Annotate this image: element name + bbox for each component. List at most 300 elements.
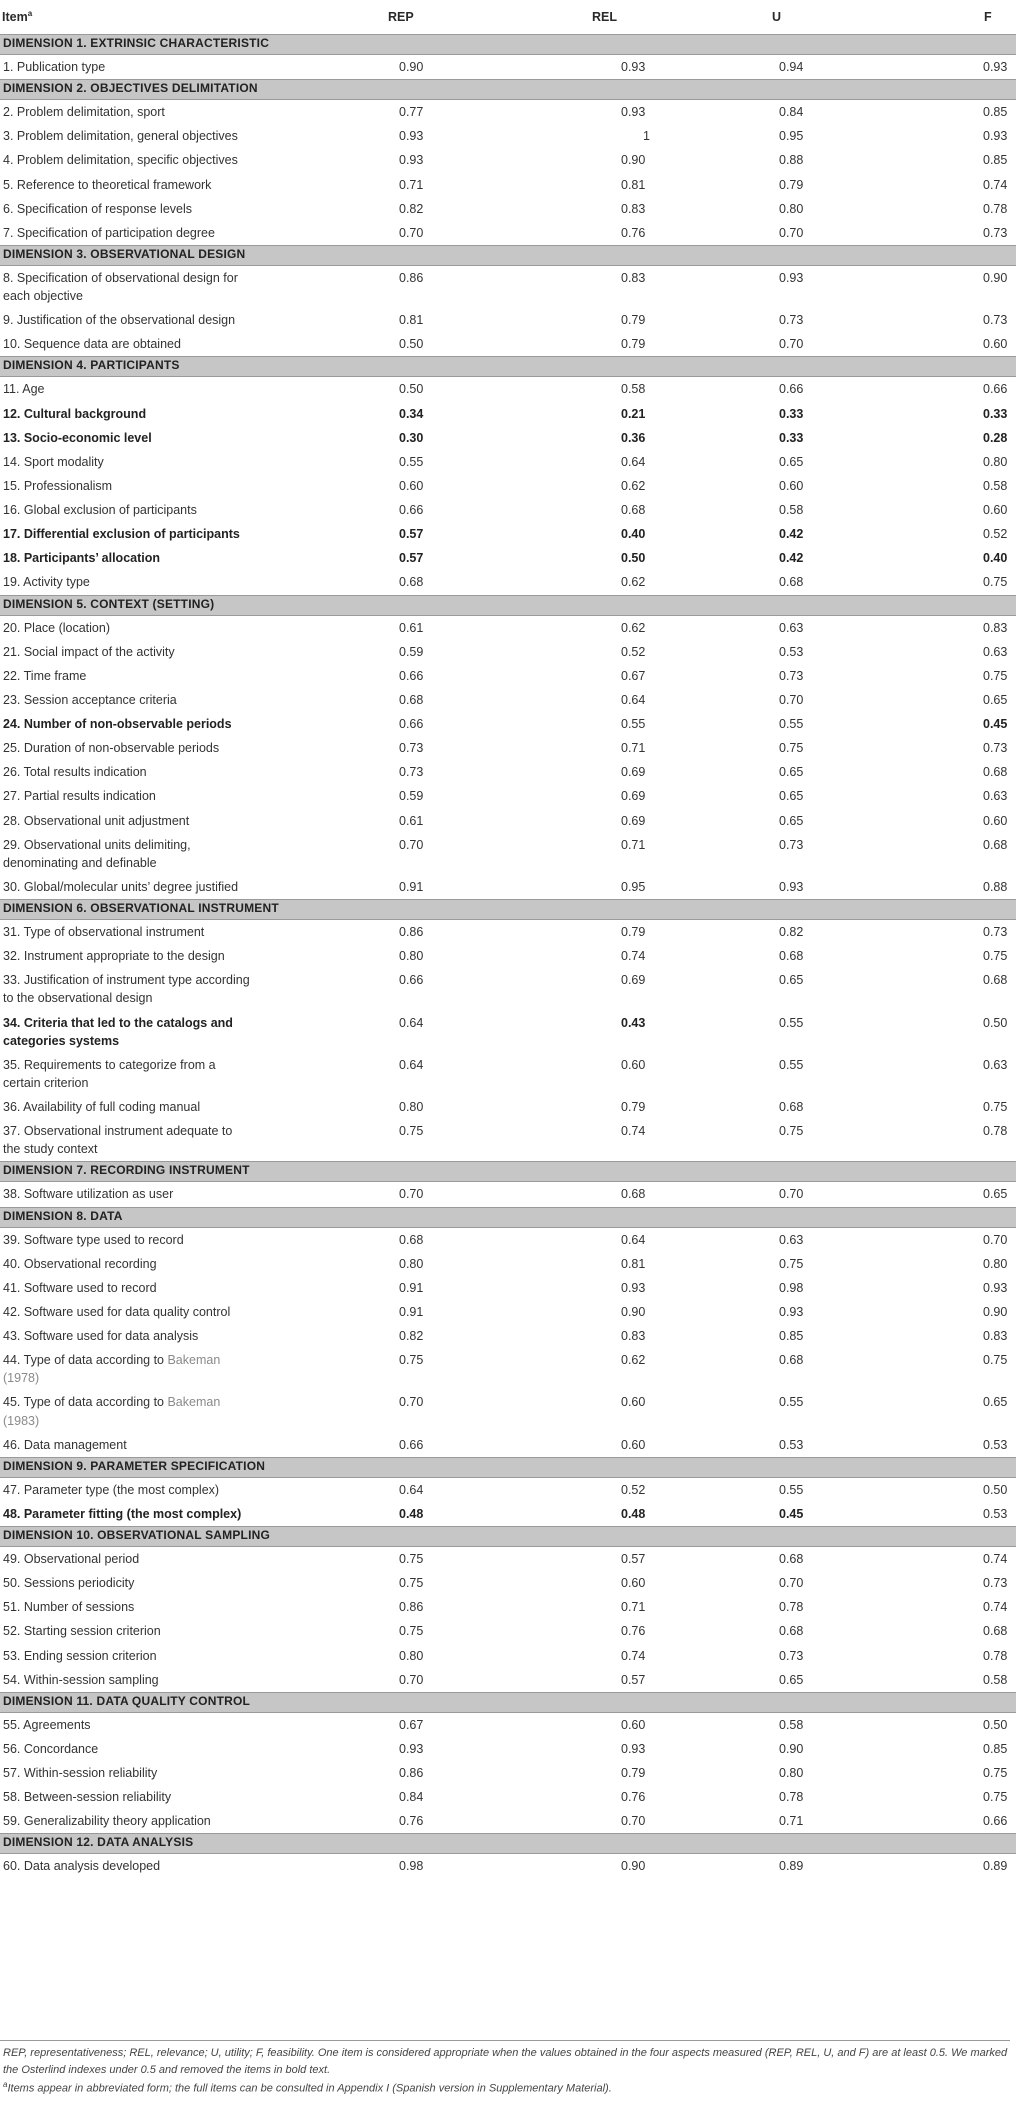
- value-u: 0.68: [779, 1353, 804, 1368]
- value-f: 0.90: [983, 1304, 1008, 1319]
- item-label-text: 32. Instrument appropriate to the design: [3, 949, 225, 964]
- value-f: 0.75: [983, 1353, 1008, 1368]
- value-rep: 0.64: [399, 1015, 424, 1030]
- value-u: 0.68: [779, 1624, 804, 1639]
- value-rel: 0.60: [621, 1395, 646, 1410]
- value-u: 0.33: [779, 430, 804, 445]
- table-row: [0, 1095, 1016, 1119]
- item-label-text: 10. Sequence data are obtained: [3, 337, 181, 352]
- table-row: [0, 498, 1016, 522]
- value-rep: 0.91: [399, 879, 424, 894]
- value-f: 0.80: [983, 1256, 1008, 1271]
- value-rel: 0.69: [621, 813, 646, 828]
- value-u: 0.65: [779, 454, 804, 469]
- header-item-label: Item: [2, 10, 28, 25]
- value-u: 0.85: [779, 1329, 804, 1343]
- item-label: [0, 124, 260, 148]
- value-rep: 0.98: [399, 1859, 424, 1874]
- item-label: [0, 712, 260, 736]
- header-f: F: [826, 0, 1016, 35]
- item-label-text: 13. Socio-economic level: [3, 430, 152, 445]
- value-rel: 0.81: [621, 177, 646, 192]
- item-label-text: 49. Observational period: [3, 1552, 140, 1566]
- value-u: 0.65: [779, 1672, 804, 1687]
- value-u: 0.95: [779, 129, 804, 144]
- table-row: [0, 664, 1016, 688]
- item-label-text: 60. Data analysis developed: [3, 1859, 161, 1874]
- item-label: [0, 173, 260, 197]
- value-rel: 0.57: [621, 1672, 646, 1687]
- value-rel: 0.71: [621, 741, 646, 756]
- value-f: 0.65: [983, 1395, 1008, 1410]
- table-row: [0, 1119, 1016, 1162]
- value-f: 0.63: [983, 644, 1008, 659]
- item-label: [0, 1619, 260, 1643]
- value-u: 0.55: [779, 1015, 804, 1030]
- value-rel: 0.60: [621, 1576, 646, 1591]
- item-label: [0, 308, 260, 332]
- item-label: [0, 1809, 260, 1834]
- dimension-header-row: [0, 900, 1016, 920]
- table-row: [0, 522, 1016, 546]
- value-rel: 0.71: [621, 1600, 646, 1615]
- value-u: 0.71: [779, 1814, 804, 1829]
- header-item-sup: a: [27, 8, 33, 18]
- value-u: 0.68: [779, 1552, 804, 1566]
- item-label: [0, 968, 260, 1010]
- value-u: 0.73: [779, 668, 804, 683]
- value-rep: 0.80: [399, 1100, 424, 1114]
- table-row: [0, 1737, 1016, 1761]
- value-rep: 0.66: [399, 503, 424, 517]
- table-body: [0, 35, 1016, 1879]
- dimension-header-row: [0, 1692, 1016, 1712]
- header-rel: REL: [436, 0, 632, 35]
- item-label: [0, 265, 260, 308]
- value-f: 0.93: [983, 129, 1008, 144]
- dimension-title: DIMENSION 3. OBSERVATIONAL DESIGN: [0, 245, 1016, 265]
- value-u: 0.45: [779, 1506, 804, 1521]
- dimension-header-row: [0, 1162, 1016, 1182]
- item-label-text: 46. Data management: [3, 1437, 127, 1452]
- table-row: [0, 100, 1016, 125]
- value-rep: 0.82: [399, 201, 424, 216]
- value-u: 0.78: [779, 1790, 804, 1805]
- value-u: 0.75: [779, 1124, 804, 1139]
- table-row: [0, 221, 1016, 246]
- table-row: [0, 474, 1016, 498]
- item-label-text: 29. Observational units delimiting, denominating and definable: [3, 837, 191, 870]
- dimension-title: DIMENSION 6. OBSERVATIONAL INSTRUMENT: [0, 900, 1016, 920]
- value-f: 0.63: [983, 789, 1008, 804]
- citation-link[interactable]: Bakeman (1983): [3, 1395, 221, 1428]
- item-label-text: 27. Partial results indication: [3, 789, 156, 804]
- table-row: [0, 402, 1016, 426]
- value-f: 0.70: [983, 1232, 1008, 1247]
- value-rel: 0.62: [621, 478, 646, 493]
- value-f: 0.58: [983, 1672, 1008, 1687]
- value-f: 0.66: [983, 1814, 1008, 1829]
- item-label: [0, 1668, 260, 1693]
- item-label: [0, 221, 260, 246]
- dimension-title: DIMENSION 8. DATA: [0, 1207, 1016, 1227]
- table-row: [0, 1011, 1016, 1053]
- value-rel: 0.64: [621, 692, 646, 707]
- value-f: 0.73: [983, 1576, 1008, 1591]
- item-label: [0, 1227, 260, 1252]
- value-u: 0.53: [779, 1437, 804, 1452]
- value-u: 0.70: [779, 225, 804, 240]
- value-rep: 0.50: [399, 337, 424, 352]
- dimension-title: DIMENSION 4. PARTICIPANTS: [0, 357, 1016, 377]
- table-header: [0, 0, 1016, 35]
- table-row: [0, 833, 1016, 875]
- table-row: [0, 1761, 1016, 1785]
- value-rel: 0.76: [621, 1790, 646, 1805]
- item-label: [0, 1761, 260, 1785]
- value-u: 0.53: [779, 644, 804, 659]
- value-u: 0.73: [779, 837, 804, 852]
- dimension-title: DIMENSION 11. DATA QUALITY CONTROL: [0, 1692, 1016, 1712]
- item-label: [0, 1571, 260, 1595]
- value-rep: 0.66: [399, 668, 424, 683]
- value-f: 0.88: [983, 879, 1008, 894]
- table-row: [0, 1809, 1016, 1834]
- value-rel: 0.60: [621, 1437, 646, 1452]
- item-label: [0, 498, 260, 522]
- table-row: [0, 1300, 1016, 1324]
- value-f: 0.78: [983, 201, 1008, 216]
- value-u: 0.68: [779, 949, 804, 964]
- item-label-text: 44. Type of data according to: [3, 1353, 168, 1368]
- value-f: 0.52: [983, 527, 1008, 542]
- item-label: [0, 1053, 260, 1095]
- value-rep: 0.66: [399, 973, 424, 988]
- value-f: 0.85: [983, 105, 1008, 120]
- value-rel: 0.79: [621, 337, 646, 352]
- table-row: [0, 1712, 1016, 1737]
- item-label: [0, 1119, 260, 1162]
- dimension-header-row: [0, 35, 1016, 55]
- value-rel: 0.55: [621, 717, 646, 731]
- value-rep: 0.50: [399, 382, 424, 397]
- table-row: [0, 1547, 1016, 1572]
- value-f: 0.85: [983, 1741, 1008, 1756]
- value-f: 0.45: [983, 717, 1008, 731]
- value-rel: 0.60: [621, 1717, 646, 1732]
- value-rep: 0.82: [399, 1329, 424, 1343]
- item-label-text: 34. Criteria that led to the catalogs and categories systems: [3, 1015, 233, 1048]
- value-rep: 0.68: [399, 1232, 424, 1247]
- value-rel: 0.81: [621, 1256, 646, 1271]
- value-f: 0.68: [983, 837, 1008, 852]
- value-f: 0.68: [983, 1624, 1008, 1639]
- value-f: 0.63: [983, 1057, 1008, 1072]
- value-f: 0.65: [983, 1187, 1008, 1202]
- value-rep: 0.71: [399, 177, 424, 192]
- value-rel: 0.71: [621, 837, 646, 852]
- value-f: 0.75: [983, 1100, 1008, 1114]
- value-u: 0.75: [779, 741, 804, 756]
- value-f: 0.73: [983, 225, 1008, 240]
- item-label-text: 53. Ending session criterion: [3, 1648, 157, 1663]
- item-label-text: 42. Software used for data quality control: [3, 1304, 231, 1319]
- item-label-text: 45. Type of data according to: [3, 1395, 168, 1410]
- table-row: [0, 615, 1016, 640]
- value-rel: 0.90: [621, 1859, 646, 1874]
- value-u: 0.68: [779, 575, 804, 590]
- item-label: [0, 1644, 260, 1668]
- value-rel: 0.69: [621, 973, 646, 988]
- value-rel: 0.60: [621, 1057, 646, 1072]
- value-rel: 0.93: [621, 60, 646, 74]
- value-f: 0.93: [983, 1280, 1008, 1295]
- item-label-text: 11. Age: [3, 382, 45, 397]
- value-f: 0.50: [983, 1717, 1008, 1732]
- value-rel: 0.70: [621, 1814, 646, 1829]
- item-label: [0, 664, 260, 688]
- value-rel: 0.74: [621, 949, 646, 964]
- value-f: 0.53: [983, 1506, 1008, 1521]
- value-rel: 0.68: [621, 1187, 646, 1202]
- item-label-text: 43. Software used for data analysis: [3, 1329, 199, 1343]
- item-label: [0, 474, 260, 498]
- value-u: 0.90: [779, 1741, 804, 1756]
- dimension-title: DIMENSION 10. OBSERVATIONAL SAMPLING: [0, 1527, 1016, 1547]
- value-u: 0.80: [779, 1766, 804, 1780]
- value-rel: 0.50: [621, 551, 646, 566]
- table-row: [0, 426, 1016, 450]
- value-rep: 0.68: [399, 575, 424, 590]
- item-label-text: 55. Agreements: [3, 1717, 91, 1732]
- item-label-text: 38. Software utilization as user: [3, 1187, 174, 1202]
- item-label: [0, 55, 260, 80]
- value-rel: 0.90: [621, 1304, 646, 1319]
- value-u: 0.65: [779, 973, 804, 988]
- item-label: [0, 736, 260, 760]
- dimension-title: DIMENSION 5. CONTEXT (SETTING): [0, 595, 1016, 615]
- value-rel: 0.79: [621, 1766, 646, 1780]
- item-label-text: 50. Sessions periodicity: [3, 1576, 135, 1591]
- item-label-text: 14. Sport modality: [3, 454, 104, 469]
- value-rep: 0.91: [399, 1304, 424, 1319]
- value-rep: 0.66: [399, 717, 424, 731]
- value-rep: 0.77: [399, 105, 424, 120]
- value-rep: 0.80: [399, 949, 424, 964]
- table-row: [0, 450, 1016, 474]
- item-label-text: 52. Starting session criterion: [3, 1624, 161, 1639]
- table-row: [0, 148, 1016, 172]
- dimension-header-row: [0, 1527, 1016, 1547]
- value-rep: 0.61: [399, 620, 424, 635]
- value-f: 0.75: [983, 1766, 1008, 1780]
- notes-footnote: [3, 2079, 1010, 2098]
- item-label-text: 15. Professionalism: [3, 478, 113, 493]
- value-rel: 0.74: [621, 1124, 646, 1139]
- item-label: [0, 784, 260, 808]
- item-label: [0, 377, 260, 402]
- value-rep: 0.76: [399, 1814, 424, 1829]
- value-u: 0.42: [779, 527, 804, 542]
- item-label-text: 47. Parameter type (the most complex): [3, 1482, 220, 1497]
- item-label-text: 37. Observational instrument adequate to the study context: [3, 1124, 233, 1157]
- item-label-text: 8. Specification of observational design for each objective: [3, 270, 238, 303]
- citation-link[interactable]: Bakeman (1978): [3, 1353, 221, 1386]
- value-rep: 0.73: [399, 741, 424, 756]
- value-rel: 0.36: [621, 430, 646, 445]
- item-label-text: 7. Specification of participation degree: [3, 225, 215, 240]
- value-u: 0.80: [779, 201, 804, 216]
- value-rel: 0.40: [621, 527, 646, 542]
- value-rep: 0.64: [399, 1057, 424, 1072]
- item-label: [0, 944, 260, 968]
- table-row: [0, 1595, 1016, 1619]
- item-label: [0, 1095, 260, 1119]
- item-label-text: 33. Justification of instrument type according to the observational design: [3, 973, 250, 1006]
- value-rel: 0.83: [621, 201, 646, 216]
- item-label: [0, 450, 260, 474]
- item-label: [0, 1348, 260, 1390]
- value-rel: 0.69: [621, 789, 646, 804]
- value-rel: 0.93: [621, 1741, 646, 1756]
- value-f: 0.73: [983, 741, 1008, 756]
- item-label-text: 22. Time frame: [3, 668, 87, 683]
- value-rep: 0.57: [399, 551, 424, 566]
- value-u: 0.33: [779, 406, 804, 421]
- value-f: 0.50: [983, 1482, 1008, 1497]
- item-label-text: 36. Availability of full coding manual: [3, 1100, 201, 1114]
- value-u: 0.65: [779, 813, 804, 828]
- item-label: [0, 1712, 260, 1737]
- item-label: [0, 615, 260, 640]
- table-row: [0, 1390, 1016, 1432]
- value-f: 0.74: [983, 1600, 1008, 1615]
- item-label-text: 2. Problem delimitation, sport: [3, 105, 165, 120]
- value-rep: 0.70: [399, 225, 424, 240]
- item-label-text: 58. Between-session reliability: [3, 1790, 172, 1805]
- value-f: 0.65: [983, 692, 1008, 707]
- item-label-text: 57. Within-session reliability: [3, 1766, 158, 1780]
- item-label-text: 5. Reference to theoretical framework: [3, 177, 212, 192]
- item-label: [0, 640, 260, 664]
- item-label: [0, 809, 260, 833]
- item-label-text: 18. Participants’ allocation: [3, 551, 161, 566]
- dimension-header-row: [0, 245, 1016, 265]
- value-f: 0.75: [983, 575, 1008, 590]
- value-u: 0.73: [779, 1648, 804, 1663]
- header-item: [0, 0, 260, 35]
- item-label: [0, 833, 260, 875]
- value-rep: 0.75: [399, 1576, 424, 1591]
- value-u: 0.58: [779, 1717, 804, 1732]
- value-rep: 0.75: [399, 1552, 424, 1566]
- table-row: [0, 1324, 1016, 1348]
- value-rep: 0.86: [399, 1600, 424, 1615]
- value-rep: 0.60: [399, 478, 424, 493]
- value-u: 0.98: [779, 1280, 804, 1295]
- value-u: 0.66: [779, 382, 804, 397]
- item-label: [0, 1595, 260, 1619]
- item-label-text: 21. Social impact of the activity: [3, 644, 175, 659]
- dimension-header-row: [0, 1457, 1016, 1477]
- dimension-header-row: [0, 595, 1016, 615]
- value-rep: 0.84: [399, 1790, 424, 1805]
- value-rel: 0.79: [621, 313, 646, 328]
- item-label: [0, 546, 260, 570]
- value-f: 0.90: [983, 270, 1008, 285]
- value-rel: 0.93: [621, 1280, 646, 1295]
- item-label: [0, 1433, 260, 1458]
- item-label-text: 17. Differential exclusion of participants: [3, 527, 240, 542]
- item-label: [0, 1390, 260, 1432]
- item-label-text: 16. Global exclusion of participants: [3, 503, 197, 517]
- table-row: [0, 173, 1016, 197]
- value-u: 0.58: [779, 503, 804, 517]
- value-f: 0.75: [983, 949, 1008, 964]
- value-rep: 0.70: [399, 1395, 424, 1410]
- item-label-text: 26. Total results indication: [3, 765, 147, 780]
- value-rel: 0.69: [621, 765, 646, 780]
- value-rep: 0.75: [399, 1124, 424, 1139]
- value-u: 0.89: [779, 1859, 804, 1874]
- value-rel: 1: [643, 129, 650, 144]
- item-label-text: 35. Requirements to categorize from a certain criterion: [3, 1057, 216, 1090]
- value-f: 0.78: [983, 1648, 1008, 1663]
- item-label: [0, 100, 260, 125]
- value-f: 0.73: [983, 925, 1008, 939]
- item-label: [0, 1547, 260, 1572]
- item-label: [0, 1785, 260, 1809]
- value-rep: 0.70: [399, 837, 424, 852]
- value-rel: 0.93: [621, 105, 646, 120]
- value-rep: 0.91: [399, 1280, 424, 1295]
- value-u: 0.93: [779, 270, 804, 285]
- value-u: 0.55: [779, 1395, 804, 1410]
- dimension-title: DIMENSION 1. EXTRINSIC CHARACTERISTIC: [0, 35, 1016, 55]
- table-row: [0, 1276, 1016, 1300]
- item-label: [0, 688, 260, 712]
- value-f: 0.33: [983, 406, 1008, 421]
- item-label: [0, 148, 260, 172]
- item-label-text: 31. Type of observational instrument: [3, 925, 205, 939]
- footnote-text: Items appear in abbreviated form; the full items can be consulted in Appendix I (Spanish version in Supplementary Material).: [7, 2082, 612, 2095]
- value-u: 0.68: [779, 1100, 804, 1114]
- table-row: [0, 1227, 1016, 1252]
- item-label: [0, 1011, 260, 1053]
- item-label: [0, 332, 260, 357]
- value-rel: 0.52: [621, 1482, 646, 1497]
- value-u: 0.70: [779, 1187, 804, 1202]
- item-label: [0, 402, 260, 426]
- value-rep: 0.90: [399, 60, 424, 74]
- table-row: [0, 265, 1016, 308]
- value-u: 0.63: [779, 620, 804, 635]
- value-rep: 0.80: [399, 1648, 424, 1663]
- value-rel: 0.64: [621, 1232, 646, 1247]
- item-label-text: 51. Number of sessions: [3, 1600, 135, 1615]
- value-rep: 0.93: [399, 129, 424, 144]
- value-f: 0.85: [983, 153, 1008, 168]
- table-row: [0, 377, 1016, 402]
- table-row: [0, 308, 1016, 332]
- header-u: U: [632, 0, 826, 35]
- value-rep: 0.93: [399, 153, 424, 168]
- dimension-header-row: [0, 1207, 1016, 1227]
- item-label: [0, 570, 260, 595]
- value-u: 0.42: [779, 551, 804, 566]
- notes-main: REP, representativeness; REL, relevance; U, utility; F, feasibility. One item is considered appropriate when the values obtained in the four aspects measured (REP, REL, U, and F) are at least 0.5. We marked the Osterlind indexes under 0.5 and removed the items in bold text.: [3, 2047, 1008, 2077]
- item-label: [0, 197, 260, 221]
